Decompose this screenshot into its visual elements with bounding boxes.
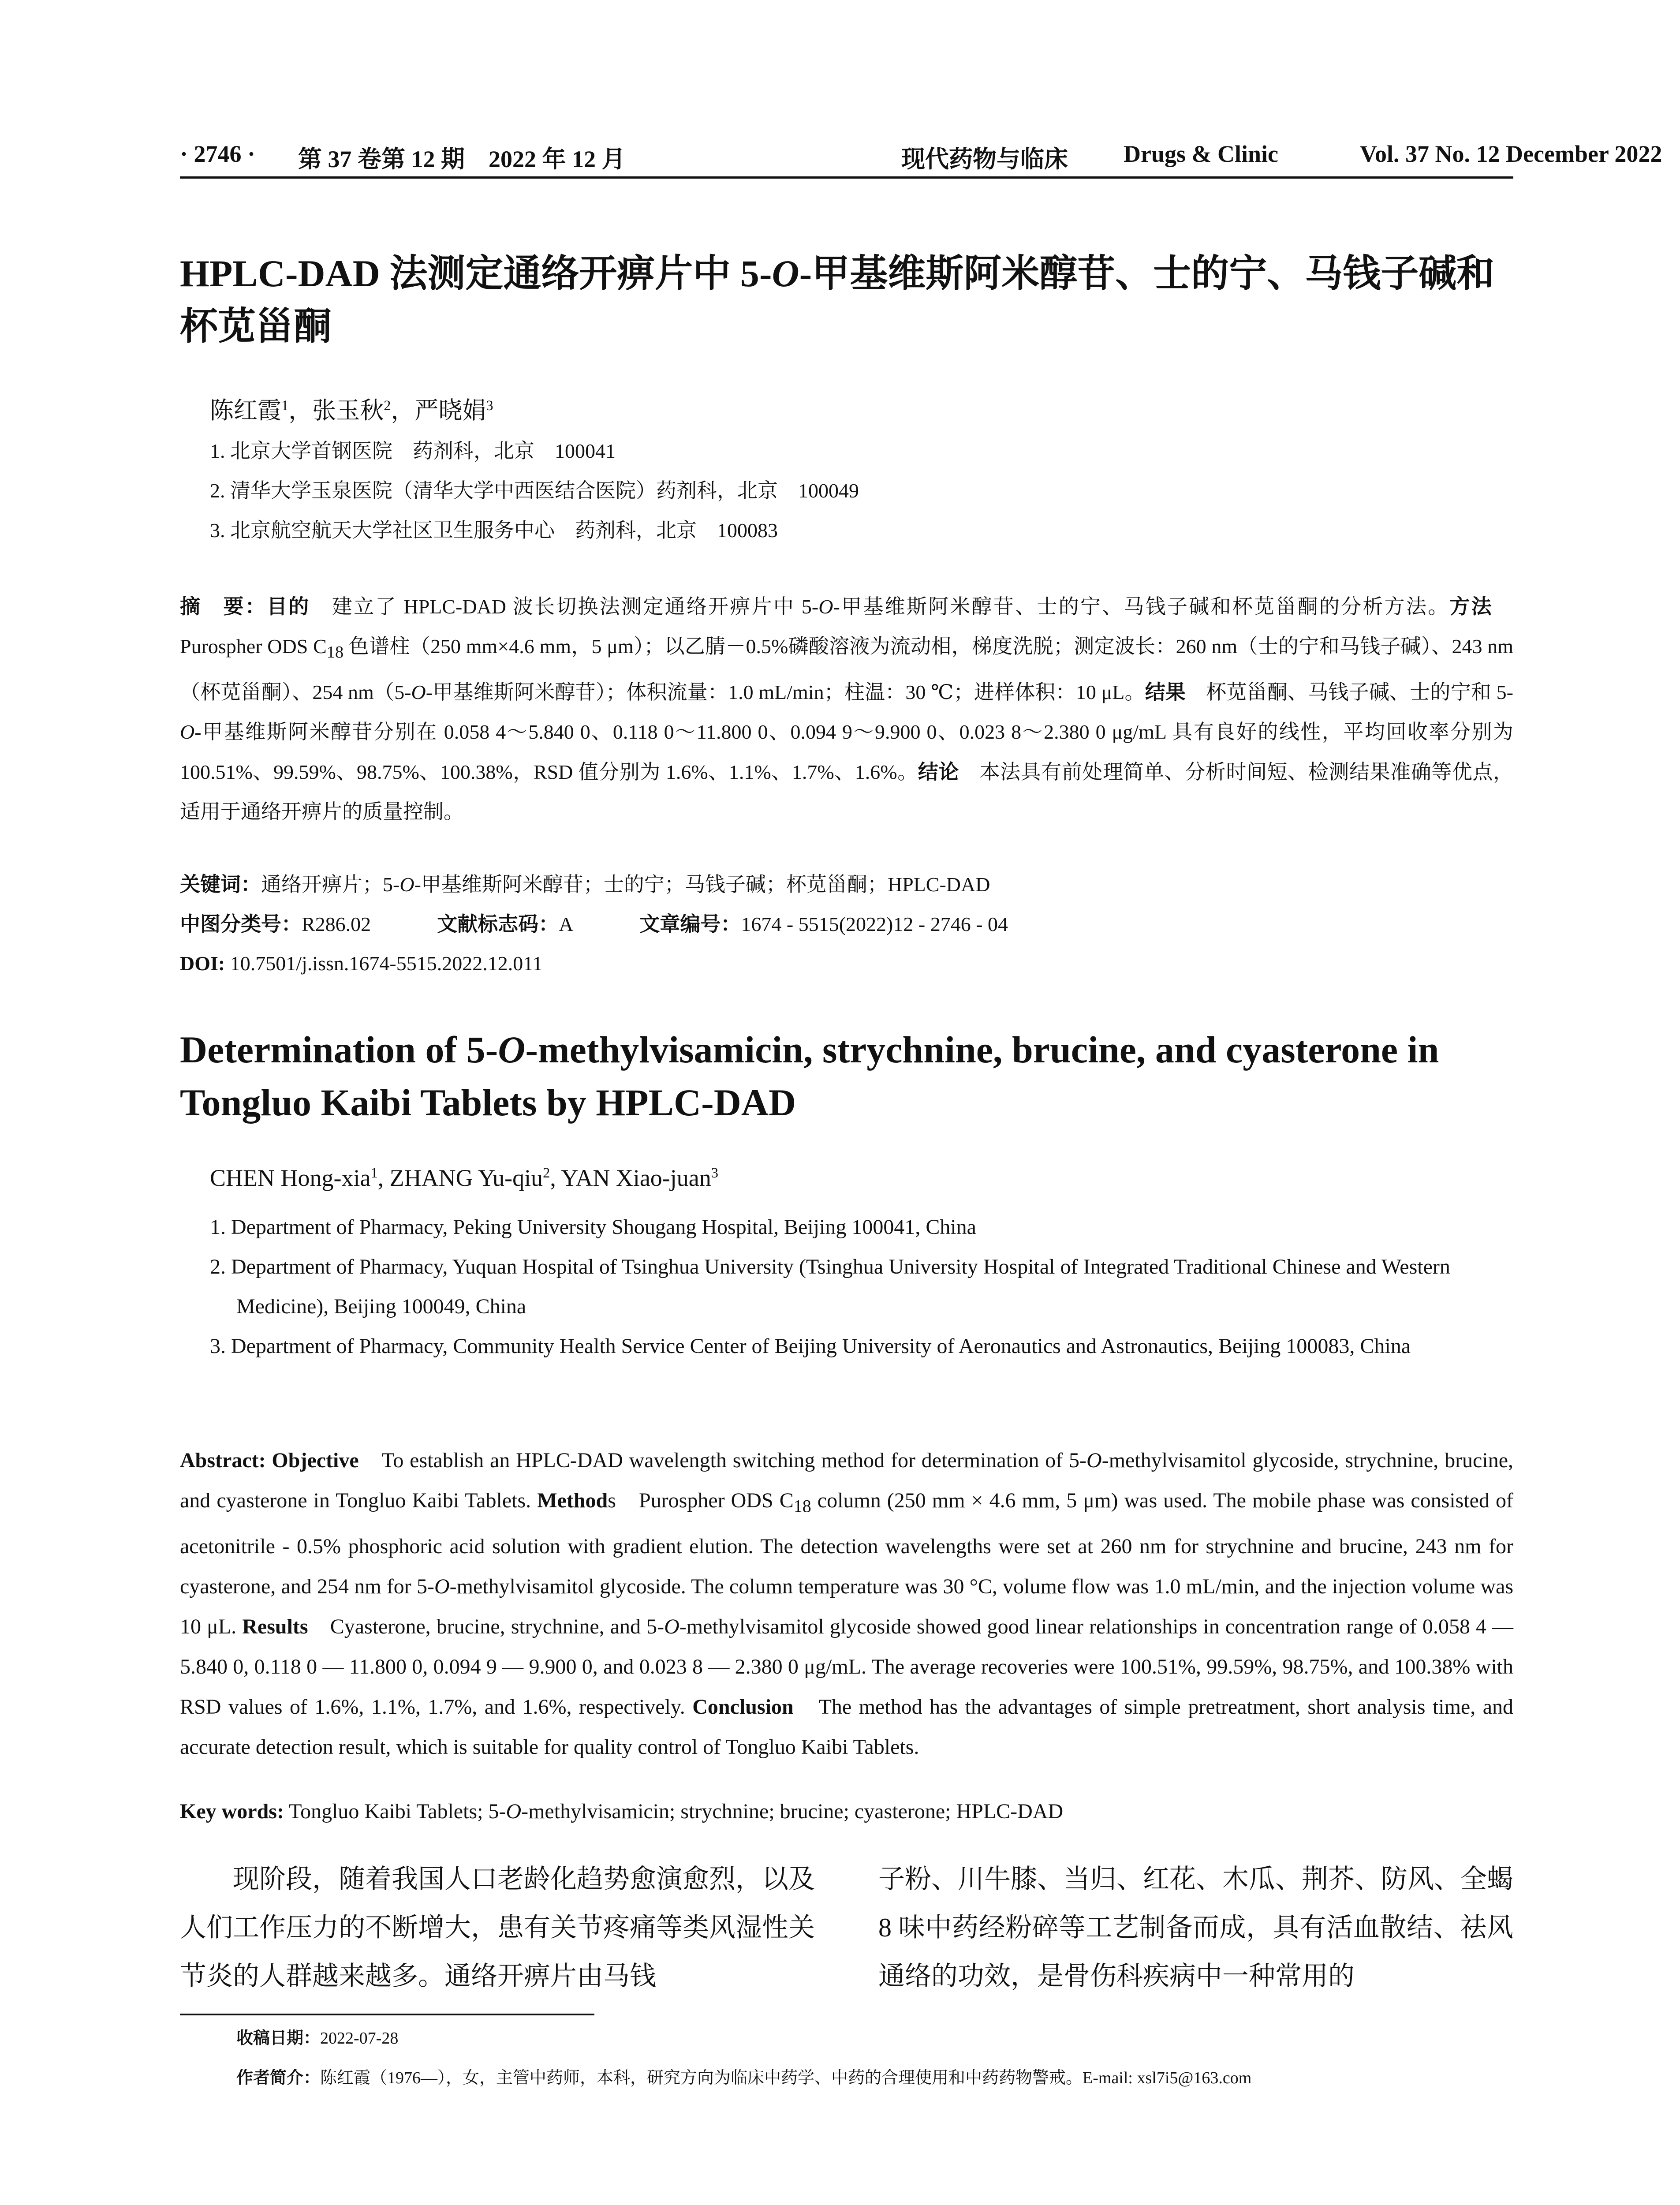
body-paragraph: 现阶段，随着我国人口老龄化趋势愈演愈烈，以及人们工作压力的不断增大，患有关节疼痛等类风湿性关节炎的人群越来越多。通络开痹片由马钱 — [180, 1865, 815, 1991]
title-cn: HPLC-DAD 法测定通络开痹片中 5-O-甲基维斯阿米醇苷、士的宁、马钱子碱和杯苋甾酮 — [180, 252, 1495, 348]
keywords-en: Key words: Tongluo Kaibi Tablets; 5-O-methylvisamicin; strychnine; brucine; cyasterone; HPLC-DAD — [180, 1800, 1064, 1823]
running-header — [180, 140, 1662, 174]
page-number: · 2746 · — [180, 141, 256, 167]
authors-cn: 陈红霞$^1$，张玉秋$^2$，严晓娟$^3$ — [210, 397, 493, 424]
header-rule — [180, 176, 1513, 179]
title-en: Determination of 5-O-methylvisamicin, strychnine, brucine, and cyasterone in Tongluo Kaibi Tablets by HPLC-DAD — [180, 1028, 1439, 1124]
abstract-cn: 摘 要：目的 建立了 HPLC-DAD 波长切换法测定通络开痹片中 5-O-甲基维斯阿米醇苷、士的宁、马钱子碱和杯苋甾酮的分析方法。方法 Purospher ODS $C_{18}$ 色谱柱（250 mm×4.6 mm，5 μm）；以乙腈－0.5%磷酸溶液为流动相，梯度洗脱；测定波长：260 nm（士的宁和马钱子碱）、243 nm（杯苋甾酮）、254 nm（5-O-甲基维斯阿米醇苷）；体积流量：1.0 mL/min；柱温：30 ℃；进样体积：10 μL。结果 杯苋甾酮、马钱子碱、士的宁和 5-O-甲基维斯阿米醇苷分别在 0.058 4～5.840 0、0.118 0～11.800 0、0.094 9～9.900 0、0.023 8～2.380 0 μg/mL 具有良好的线性，平均回收率分别为 100.51%、99.59%、98.75%、100.38%，RSD 值分别为 1.6%、1.1%、1.7%、1.6%。结论 本法具有前处理简单、分析时间短、检测结果准确等优点，适用于通络开痹片的质量控制。 — [180, 595, 1514, 823]
authors-en: CHEN Hong-xia$^1$, ZHANG Yu-qiu$^2$, YAN Xiao-juan$^3$ — [210, 1165, 718, 1191]
abstract-en: Abstract: Objective To establish an HPLC-DAD wavelength switching method for determination of 5-O-methylvisamitol glycoside, strychnine, brucine, and cyasterone in Tongluo Kaibi Tablets. Methods Purospher ODS $C_{18}$ column (250 mm × 4.6 mm, 5 μm) was used. The mobile phase was consisted of acetonitrile - 0.5% phosphoric acid solution with gradient elution. The detection wavelengths were set at 260 nm for strychnine and brucine, 243 nm for cyasterone, and 254 nm for 5-O-methylvisamitol glycoside. The column temperature was 30 °C, volume flow was 1.0 mL/min, and the injection volume was 10 μL. Results Cyasterone, brucine, strychnine, and 5-O-methylvisamitol glycoside showed good linear relationships in concentration range of 0.058 4 — 5.840 0, 0.118 0 — 11.800 0, 0.094 9 — 9.900 0, and 0.023 8 — 2.380 0 μg/mL. The average recoveries were 100.51%, 99.59%, 98.75%, and 100.38% with RSD values of 1.6%, 1.1%, 1.7%, and 1.6%, respectively. Conclusion The method has the advantages of simple pretreatment, short analysis time, and accurate detection result, which is suitable for quality control of Tongluo Kaibi Tablets. — [180, 1449, 1514, 1759]
affiliation-1-cn: 1. 北京大学首钢医院 药剂科，北京 100041 — [210, 440, 616, 462]
classification-line: 中图分类号：R286.02 文献标志码：A 文章编号：1674 - 5515(2022)12 - 2746 - 04 — [180, 912, 1008, 935]
keywords-cn: 关键词：通络开痹片；5-O-甲基维斯阿米醇苷；士的宁；马钱子碱；杯苋甾酮；HPLC-DAD — [180, 873, 990, 896]
footnote-rule — [180, 2014, 594, 2015]
journal-name-en: Drugs & Clinic — [1124, 141, 1278, 167]
author-bio: 作者简介：陈红霞（1976—），女，主管中药师，本科，研究方向为临床中药学、中药的合理使用和中药药物警戒。E-mail: xsl7i5@163.com — [236, 2069, 1252, 2087]
body-paragraph-continued: 子粉、川牛膝、当归、红花、木瓜、荆芥、防风、全蝎 8 味中药经粉碎等工艺制备而成，具有活血散结、祛风通络的功效，是骨伤科疾病中一种常用的 — [878, 1865, 1513, 1991]
received-date: 收稿日期：2022-07-28 — [236, 2029, 399, 2048]
affiliation-3-en: 3. Department of Pharmacy, Community Health Service Center of Beijing University of Aeronautics and Astronautics, Beijing 100083, China — [210, 1334, 1411, 1358]
issue-cn: 第 37 卷第 12 期 2022 年 12 月 — [298, 146, 626, 172]
affiliation-1-en: 1. Department of Pharmacy, Peking University Shougang Hospital, Beijing 100041, China — [210, 1215, 976, 1239]
affiliation-2-en: 2. Department of Pharmacy, Yuquan Hospital of Tsinghua University (Tsinghua University Hospital of Integrated Traditional Chinese and Western Medicine), Beijing 100049, China — [210, 1255, 1450, 1318]
affiliation-3-cn: 3. 北京航空航天大学社区卫生服务中心 药剂科，北京 100083 — [210, 519, 778, 542]
doi-line: DOI: 10.7501/j.issn.1674-5515.2022.12.011 — [180, 952, 543, 975]
affiliations-en — [210, 1207, 1515, 1366]
affiliations-cn — [210, 431, 1511, 550]
body-column-left — [180, 1855, 815, 2000]
affiliation-2-cn: 2. 清华大学玉泉医院（清华大学中西医结合医院）药剂科，北京 100049 — [210, 479, 859, 502]
issue-en: Vol. 37 No. 12 December 2022 — [1360, 141, 1662, 167]
body-column-right — [878, 1855, 1513, 2000]
journal-name-cn: 现代药物与临床 — [901, 146, 1068, 172]
